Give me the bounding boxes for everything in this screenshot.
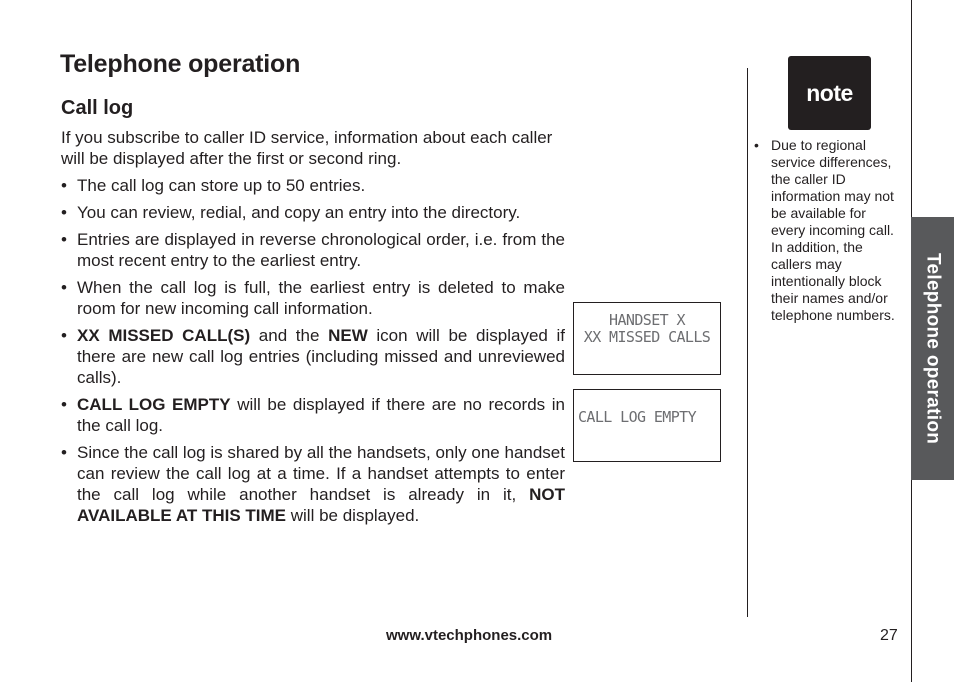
page-title: Telephone operation: [60, 50, 301, 78]
page-number: 27: [880, 627, 898, 644]
list-item: [61, 325, 565, 388]
intro-paragraph: If you subscribe to caller ID service, information about each caller will be displayed after the first or second ring.: [61, 128, 553, 168]
bullet-icon: •: [61, 326, 67, 345]
list-item: [61, 202, 565, 223]
list-item: [61, 394, 565, 436]
list-item-bold-text: NEW: [328, 326, 368, 345]
bullet-icon: •: [61, 278, 67, 297]
column-divider: [747, 68, 748, 617]
lcd-screen-call-log-empty: [573, 389, 721, 462]
list-item-text: Since the call log is shared by all the handsets, only one handset can review the call log at a time. If a handset attempts to enter the call log while another handset is already in it,: [77, 443, 565, 504]
list-item-text: When the call log is full, the earliest entry is deleted to make room for new incoming call information.: [77, 278, 565, 318]
footer-url: www.vtechphones.com: [386, 627, 553, 644]
bullet-icon: •: [61, 176, 67, 195]
bullet-icon: •: [61, 230, 67, 249]
list-item-text: icon will be displayed if there are new call log entries (including missed and unreviewed calls).: [77, 326, 565, 387]
bullet-icon: •: [754, 137, 759, 153]
list-item-text: The call log can store up to 50 entries.: [77, 176, 366, 195]
lcd-line: HANDSET X: [609, 311, 685, 329]
list-item-bold-text: XX MISSED CALL(S): [77, 326, 251, 345]
bullet-icon: •: [61, 203, 67, 222]
list-item-bold-text: NOT AVAILABLE AT THIS TIME: [77, 485, 565, 525]
call-log-bullet-list: [61, 175, 565, 526]
list-item-text: Entries are displayed in reverse chronological order, i.e. from the most recent entry to the earliest entry.: [77, 230, 565, 270]
section-title: Call log: [61, 97, 134, 119]
list-item-text: You can review, redial, and copy an entry into the directory.: [77, 203, 521, 222]
bullet-icon: •: [61, 443, 67, 462]
lcd-screen-missed-calls: [573, 302, 721, 375]
note-icon: [788, 56, 871, 130]
bullet-icon: •: [61, 395, 67, 414]
list-item-bold-text: CALL LOG EMPTY: [77, 395, 231, 414]
lcd-line: XX MISSED CALLS: [583, 328, 711, 346]
lcd-line: CALL LOG EMPTY: [578, 408, 697, 426]
note-box: [754, 137, 899, 324]
note-text: Due to regional service differences, the caller ID information may not be available for every incoming call. In addition, the callers may intentionally block their names and/or telephone numbers.: [771, 137, 895, 323]
list-item: [61, 442, 565, 526]
side-tab-label: Telephone operation: [922, 252, 944, 445]
list-item-text: will be displayed if there are no records in the call log.: [77, 395, 565, 435]
list-item: [61, 175, 565, 196]
list-item-text: and the: [250, 326, 329, 345]
list-item-text: will be displayed.: [286, 506, 420, 525]
main-content: [61, 127, 565, 532]
list-item: [61, 229, 565, 271]
list-item: [61, 277, 565, 319]
note-badge-label: note: [806, 79, 853, 106]
side-tab: [911, 217, 954, 480]
